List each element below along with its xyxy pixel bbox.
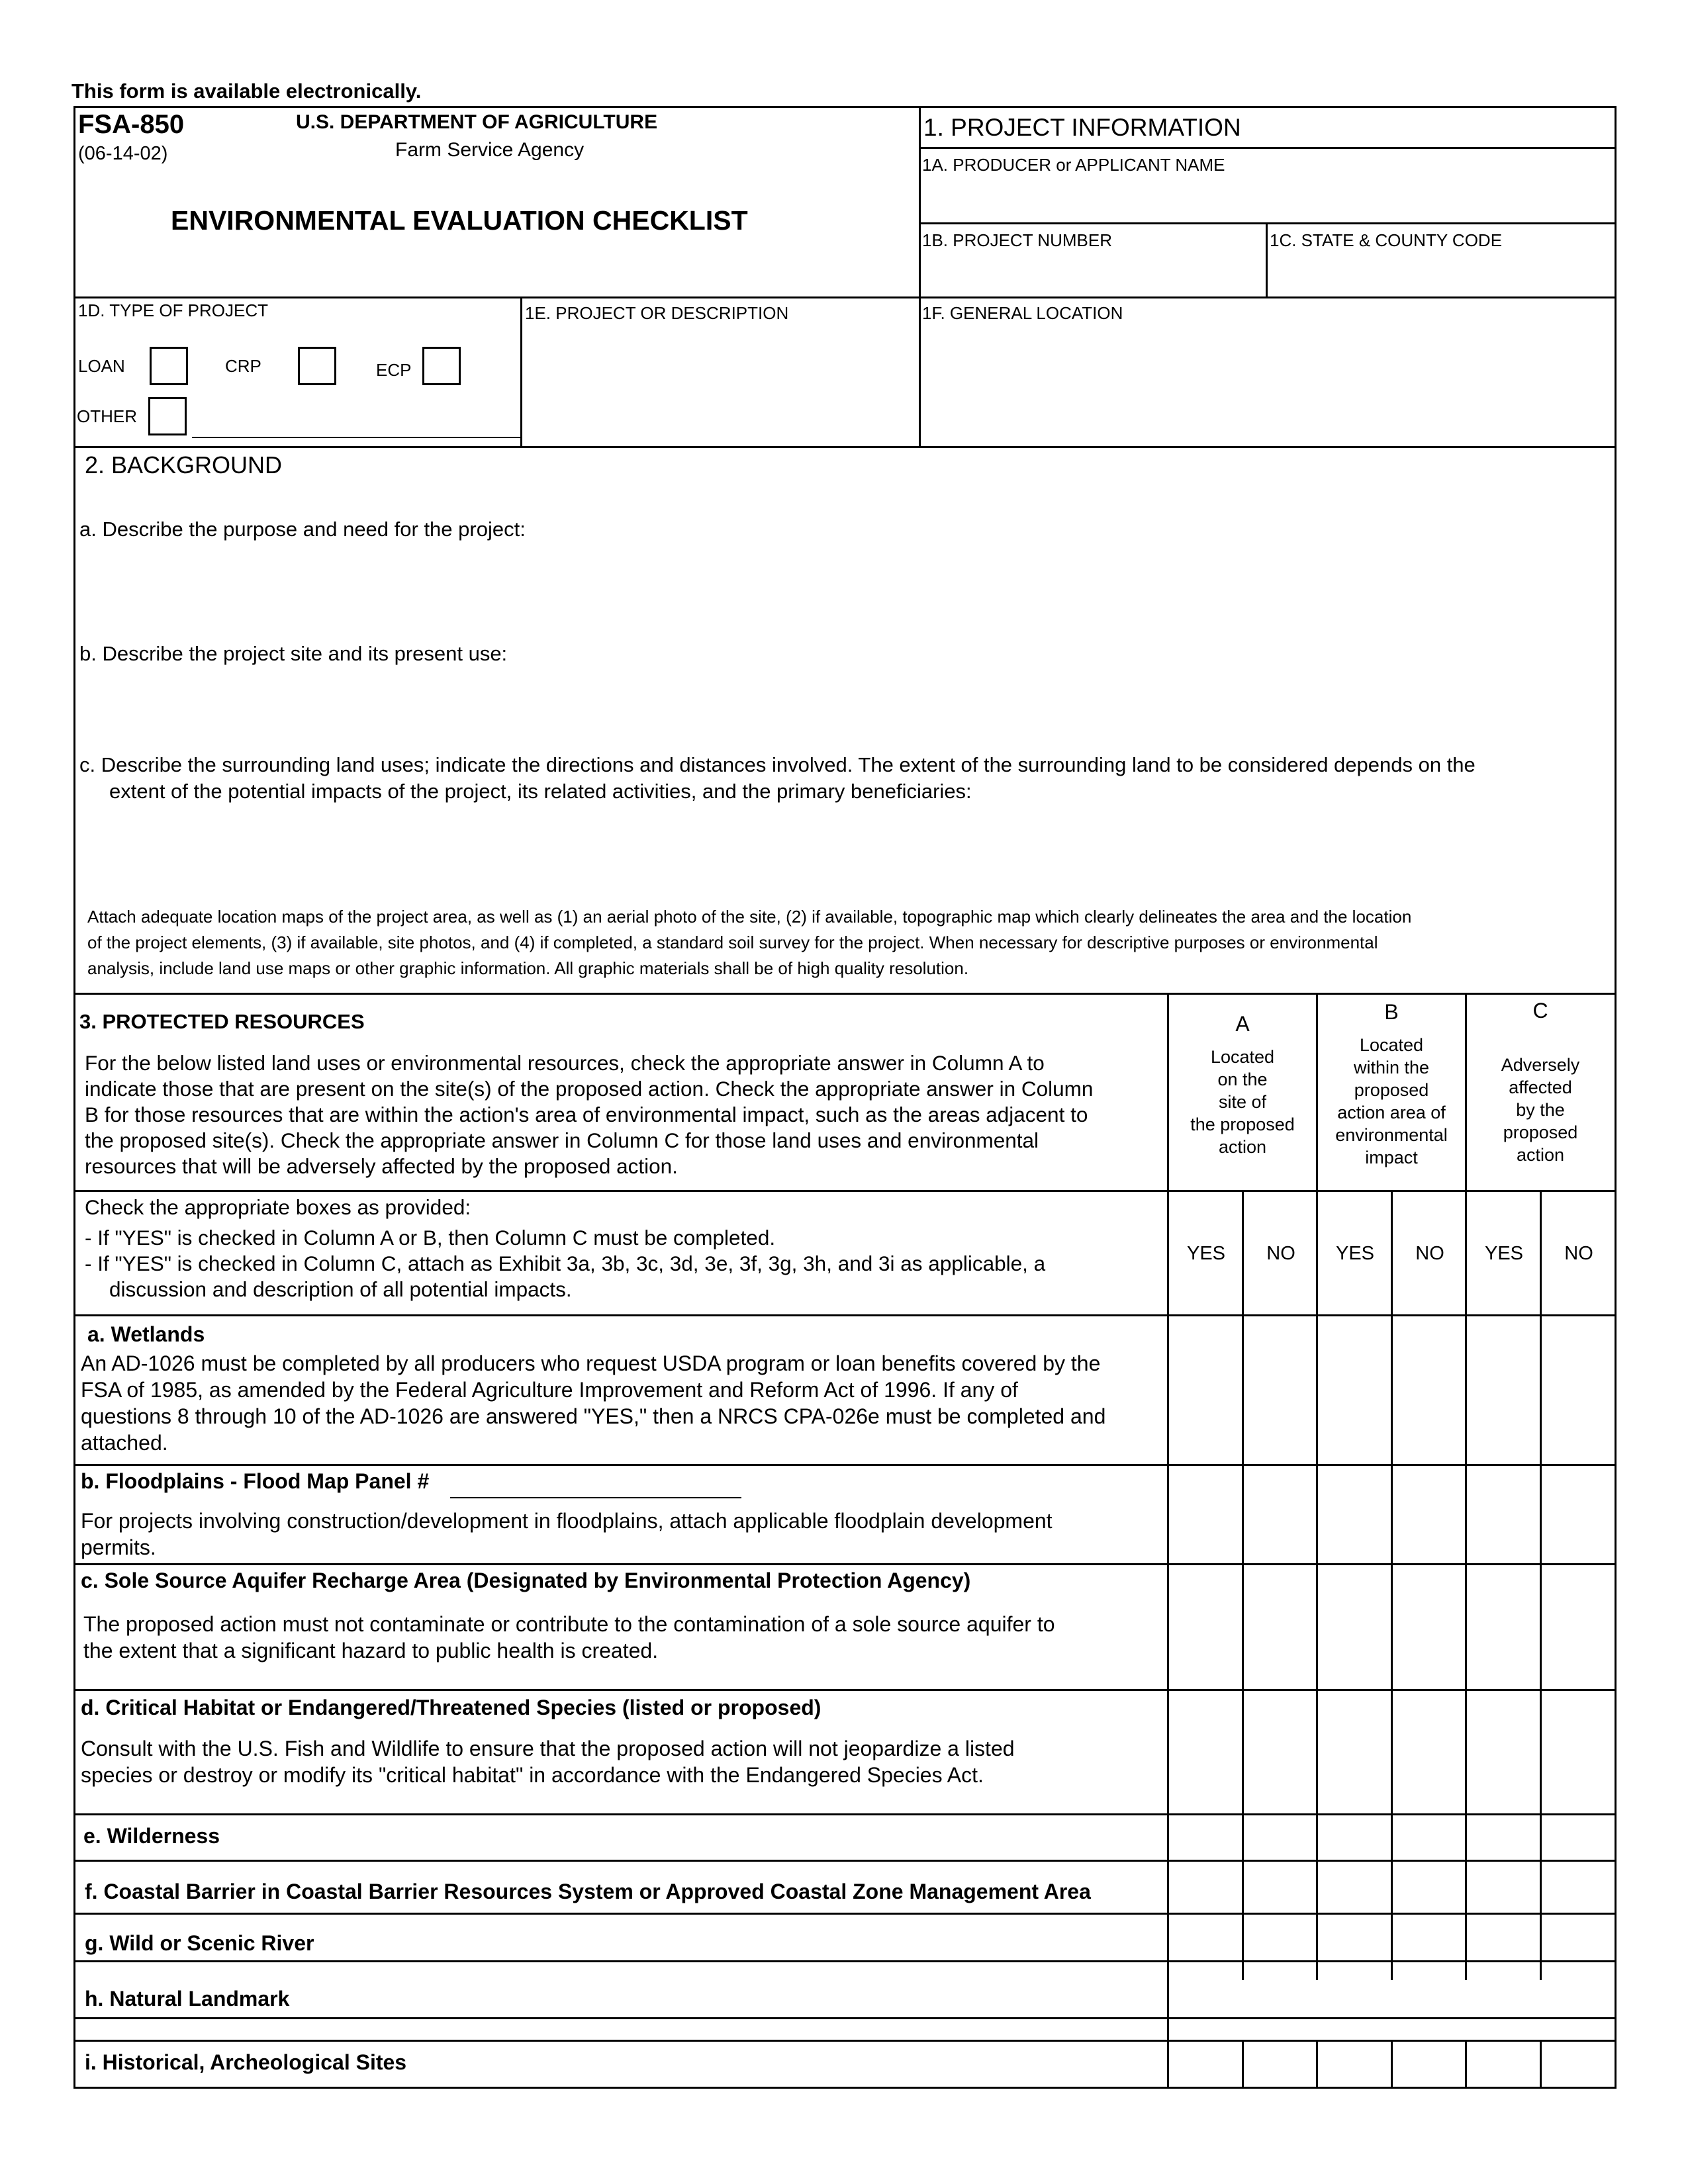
location-label: 1F. GENERAL LOCATION xyxy=(922,303,1123,323)
item-c-col-b-yes-checkbox[interactable] xyxy=(1318,1565,1389,1688)
item-g-col-c-yes-checkbox[interactable] xyxy=(1467,1915,1538,1959)
check-title: Check the appropriate boxes as provided: xyxy=(85,1195,471,1219)
background-c-line1: c. Describe the surrounding land uses; indicate the directions and distances involved. The extent of the surrounding land to be considered depends on the xyxy=(79,753,1476,776)
project-number-label: 1B. PROJECT NUMBER xyxy=(922,230,1113,250)
item-d-col-b-no-checkbox[interactable] xyxy=(1393,1691,1464,1812)
item-i-title: i. Historical, Archeological Sites xyxy=(85,2050,407,2074)
item-a-col-c-no-checkbox[interactable] xyxy=(1542,1316,1613,1463)
item-g-title: g. Wild or Scenic River xyxy=(85,1931,314,1955)
attach-note-line2: of the project elements, (3) if available, site photos, and (4) if completed, a standard soil survey for the project. When necessary for descriptive purposes or environmental xyxy=(87,933,1378,952)
column-c-letter: C xyxy=(1532,999,1548,1023)
type-ecp-checkbox[interactable] xyxy=(422,347,461,385)
item-d-col-c-no-checkbox[interactable] xyxy=(1542,1691,1613,1812)
column-a-letter: A xyxy=(1235,1012,1250,1036)
item-e-col-b-yes-checkbox[interactable] xyxy=(1318,1815,1389,1858)
item-d-col-c-yes-checkbox[interactable] xyxy=(1467,1691,1538,1812)
item-e-col-c-no-checkbox[interactable] xyxy=(1542,1815,1613,1858)
description-label: 1E. PROJECT OR DESCRIPTION xyxy=(525,303,789,323)
column-c-header xyxy=(1467,999,1614,1166)
agency-name: Farm Service Agency xyxy=(395,139,585,161)
item-c-text: The proposed action must not contaminate or contribute to the contamination of a sole source aquifer to the extent that a significant hazard to public health is created. xyxy=(83,1612,1055,1662)
item-h-col-c-no-checkbox[interactable] xyxy=(1542,1962,1613,2016)
type-other-label: OTHER xyxy=(77,406,137,426)
check-line1: - If "YES" is checked in Column A or B, then Column C must be completed. xyxy=(85,1226,776,1250)
item-f-title: f. Coastal Barrier in Coastal Barrier Resources System or Approved Coastal Zone Management Area xyxy=(85,1880,1091,1903)
protected-intro-line4: the proposed site(s). Check the appropriate answer in Column C for those land uses and environmental xyxy=(85,1128,1039,1152)
protected-intro-line2: indicate those that are present on the site(s) of the proposed action. Check the appropriate answer in Column xyxy=(85,1077,1094,1101)
item-h-col-a-yes-checkbox[interactable] xyxy=(1169,1962,1241,2016)
item-b-text: For projects involving construction/development in floodplains, attach applicable floodplain development permits. xyxy=(81,1509,1053,1559)
item-f-col-b-no-checkbox[interactable] xyxy=(1393,1862,1464,1911)
type-crp-label: CRP xyxy=(225,356,261,376)
item-a-col-a-yes-checkbox[interactable] xyxy=(1169,1316,1241,1463)
item-a-col-c-yes-checkbox[interactable] xyxy=(1467,1316,1538,1463)
type-loan-checkbox[interactable] xyxy=(150,347,188,385)
item-i-col-b-yes-checkbox[interactable] xyxy=(1318,2042,1389,2086)
protected-intro-line5: resources that will be adversely affected by the proposed action. xyxy=(85,1154,678,1178)
type-ecp-label: ECP xyxy=(376,360,412,380)
item-d-col-a-no-checkbox[interactable] xyxy=(1244,1691,1315,1812)
protected-intro-line1: For the below listed land uses or environmental resources, check the appropriate answer in Column A to xyxy=(85,1051,1045,1075)
item-e-col-c-yes-checkbox[interactable] xyxy=(1467,1815,1538,1858)
item-i-col-c-no-checkbox[interactable] xyxy=(1542,2042,1613,2086)
col-b-yes-label: YES xyxy=(1335,1243,1375,1264)
project-type-label: 1D. TYPE OF PROJECT xyxy=(78,300,269,320)
item-b-col-b-yes-checkbox[interactable] xyxy=(1318,1466,1389,1562)
item-a-col-a-no-checkbox[interactable] xyxy=(1244,1316,1315,1463)
check-line3: discussion and description of all potential impacts. xyxy=(109,1277,572,1301)
item-a-col-b-yes-checkbox[interactable] xyxy=(1318,1316,1389,1463)
state-county-field[interactable] xyxy=(1271,255,1612,291)
item-c-title: c. Sole Source Aquifer Recharge Area (Designated by Environmental Protection Agency) xyxy=(81,1569,971,1592)
item-f-col-b-yes-checkbox[interactable] xyxy=(1318,1862,1389,1911)
item-d-col-a-yes-checkbox[interactable] xyxy=(1169,1691,1241,1812)
item-h-title: h. Natural Landmark xyxy=(85,1987,290,2011)
attach-note-line3: analysis, include land use maps or other graphic information. All graphic materials shall be of high quality resolution. xyxy=(87,958,969,978)
item-d-col-b-yes-checkbox[interactable] xyxy=(1318,1691,1389,1812)
background-c-line2: extent of the potential impacts of the project, its related activities, and the primary beneficiaries: xyxy=(109,780,972,803)
item-c-col-c-yes-checkbox[interactable] xyxy=(1467,1565,1538,1688)
item-e-col-b-no-checkbox[interactable] xyxy=(1393,1815,1464,1858)
form-date: (06-14-02) xyxy=(78,143,168,164)
item-b-col-a-no-checkbox[interactable] xyxy=(1244,1466,1315,1562)
column-a-desc: Located on the site of the proposed action xyxy=(1190,1047,1295,1157)
item-a-text: An AD-1026 must be completed by all producers who request USDA program or loan benefits covered by the FSA of 1985, as amended by the Federal Agriculture Improvement and Reform Act of 1996. If any of questions 8 through 10 of the AD-1026 are answered "YES," then a NRCS CPA-026e must be completed and attached. xyxy=(81,1351,1106,1455)
item-f-col-a-no-checkbox[interactable] xyxy=(1244,1862,1315,1911)
item-f-col-c-yes-checkbox[interactable] xyxy=(1467,1862,1538,1911)
col-c-yes-label: YES xyxy=(1484,1243,1524,1264)
item-f-col-c-no-checkbox[interactable] xyxy=(1542,1862,1613,1911)
item-b-col-c-no-checkbox[interactable] xyxy=(1542,1466,1613,1562)
item-a-title: a. Wetlands xyxy=(87,1322,205,1346)
item-b-col-c-yes-checkbox[interactable] xyxy=(1467,1466,1538,1562)
col-b-no-label: NO xyxy=(1415,1243,1444,1264)
item-b-col-a-yes-checkbox[interactable] xyxy=(1169,1466,1241,1562)
background-b: b. Describe the project site and its present use: xyxy=(79,642,508,665)
item-d-title: d. Critical Habitat or Endangered/Threatened Species (listed or proposed) xyxy=(81,1696,821,1719)
col-a-yes-label: YES xyxy=(1186,1243,1226,1264)
form-number: FSA-850 xyxy=(78,110,185,139)
item-i-col-a-yes-checkbox[interactable] xyxy=(1169,2042,1241,2086)
type-other-line[interactable] xyxy=(192,437,520,438)
item-b-title: b. Floodplains - Flood Map Panel # xyxy=(81,1469,430,1493)
item-h-col-b-yes-checkbox[interactable] xyxy=(1318,1962,1389,2016)
type-other-checkbox[interactable] xyxy=(148,397,187,435)
col-c-no-label: NO xyxy=(1564,1243,1593,1264)
item-h-col-a-no-checkbox[interactable] xyxy=(1244,1962,1315,2016)
item-e-title: e. Wilderness xyxy=(83,1824,220,1848)
item-h-col-b-no-checkbox[interactable] xyxy=(1393,1962,1464,2016)
item-e-col-a-yes-checkbox[interactable] xyxy=(1169,1815,1241,1858)
column-b-letter: B xyxy=(1384,1000,1399,1024)
project-number-field[interactable] xyxy=(923,255,1261,291)
form-title: ENVIRONMENTAL EVALUATION CHECKLIST xyxy=(171,205,748,236)
column-c-desc: Adversely affected by the proposed action xyxy=(1501,1055,1580,1165)
type-loan-label: LOAN xyxy=(78,356,125,376)
availability-note: This form is available electronically. xyxy=(71,79,422,103)
protected-title: 3. PROTECTED RESOURCES xyxy=(79,1010,365,1033)
item-g-col-b-yes-checkbox[interactable] xyxy=(1318,1915,1389,1959)
state-county-label: 1C. STATE & COUNTY CODE xyxy=(1270,230,1503,250)
item-i-col-a-no-checkbox[interactable] xyxy=(1244,2042,1315,2086)
item-c-col-a-no-checkbox[interactable] xyxy=(1244,1565,1315,1688)
producer-label: 1A. PRODUCER or APPLICANT NAME xyxy=(922,155,1225,175)
col-a-no-label: NO xyxy=(1266,1243,1295,1264)
item-i-col-b-no-checkbox[interactable] xyxy=(1393,2042,1464,2086)
background-title: 2. BACKGROUND xyxy=(85,451,283,478)
item-f-col-a-yes-checkbox[interactable] xyxy=(1169,1862,1241,1911)
item-a-col-b-no-checkbox[interactable] xyxy=(1393,1316,1464,1463)
item-c-col-a-yes-checkbox[interactable] xyxy=(1169,1565,1241,1688)
item-g-col-b-no-checkbox[interactable] xyxy=(1393,1915,1464,1959)
check-line2: - If "YES" is checked in Column C, attach as Exhibit 3a, 3b, 3c, 3d, 3e, 3f, 3g, 3h, and 3i as applicable, a xyxy=(85,1251,1046,1275)
producer-field[interactable] xyxy=(923,179,1612,218)
item-e-col-a-no-checkbox[interactable] xyxy=(1244,1815,1315,1858)
item-g-col-c-no-checkbox[interactable] xyxy=(1542,1915,1613,1959)
background-a: a. Describe the purpose and need for the project: xyxy=(79,518,526,541)
column-a-header xyxy=(1169,1013,1316,1158)
type-crp-checkbox[interactable] xyxy=(298,347,336,385)
item-i-col-c-yes-checkbox[interactable] xyxy=(1467,2042,1538,2086)
flood-map-panel-field[interactable] xyxy=(450,1497,741,1498)
item-g-col-a-no-checkbox[interactable] xyxy=(1244,1915,1315,1959)
item-h-col-c-yes-checkbox[interactable] xyxy=(1467,1962,1538,2016)
item-g-col-a-yes-checkbox[interactable] xyxy=(1169,1915,1241,1959)
item-b-col-b-no-checkbox[interactable] xyxy=(1393,1466,1464,1562)
department-name: U.S. DEPARTMENT OF AGRICULTURE xyxy=(296,111,658,133)
attach-note-line1: Attach adequate location maps of the project area, as well as (1) an aerial photo of the site, (2) if available, topographic map which clearly delineates the area and the location xyxy=(87,907,1412,927)
column-b-header xyxy=(1318,1001,1465,1169)
project-info-title: 1. PROJECT INFORMATION xyxy=(923,114,1241,141)
item-d-text: Consult with the U.S. Fish and Wildlife to ensure that the proposed action will not jeopardize a listed species or destroy or modify its "critical habitat" in accordance with the Endangered Species Act. xyxy=(81,1737,1015,1787)
protected-intro-line3: B for those resources that are within the action's area of environmental impact, such as the areas adjacent to xyxy=(85,1103,1088,1126)
column-b-desc: Located within the proposed action area of environmental impact xyxy=(1335,1035,1448,1167)
item-c-col-b-no-checkbox[interactable] xyxy=(1393,1565,1464,1688)
item-c-col-c-no-checkbox[interactable] xyxy=(1542,1565,1613,1688)
